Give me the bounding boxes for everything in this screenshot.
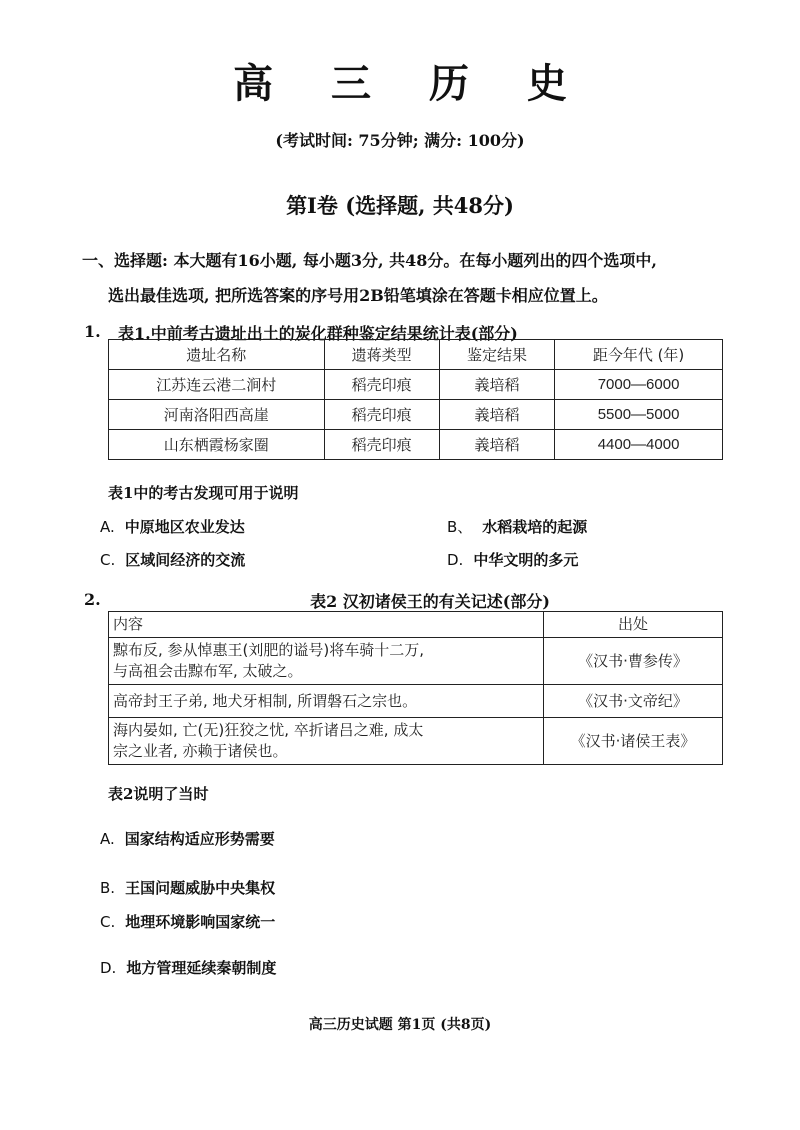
option-label: B. — [100, 879, 116, 897]
question-1-table-caption: 表1.中前考古遗址出土的炭化群种鉴定结果统计表(部分) — [118, 324, 518, 343]
question-1-table — [108, 339, 723, 460]
question-1-option-d[interactable] — [447, 549, 578, 570]
option-text: 中华文明的多元 — [473, 551, 579, 569]
table-header-row — [109, 612, 723, 638]
content-line: 与高祖会击黥布军, 太破之。 — [113, 662, 303, 680]
table-cell: 稻壳印痕 — [324, 370, 439, 400]
table-cell: 山东栖霞杨家圈 — [109, 430, 325, 460]
table-row — [109, 638, 723, 685]
option-label: A. — [100, 518, 115, 536]
table-cell: 4400—4000 — [555, 430, 723, 460]
table-cell: 義培稻 — [439, 430, 554, 460]
option-text: 水稻栽培的起源 — [482, 518, 588, 536]
question-2-option-a[interactable] — [100, 828, 275, 849]
table-cell: 義培稻 — [439, 400, 554, 430]
content-line: 黥布反, 参从悼惠王(刘肥的谥号)将车骑十二万, — [113, 641, 425, 659]
table-cell-content — [109, 718, 544, 765]
option-text: 区域间经济的交流 — [125, 551, 246, 569]
table-header-cell: 内容 — [109, 612, 544, 638]
option-label: A. — [100, 830, 115, 848]
question-1-stem: 表1中的考古发现可用于说明 — [108, 484, 299, 502]
table-cell-source: 《汉书·文帝纪》 — [544, 685, 723, 718]
table-cell: 稻壳印痕 — [324, 400, 439, 430]
question-2-stem: 表2说明了当时 — [108, 785, 209, 803]
option-label: D. — [447, 551, 464, 569]
table-header-cell: 遗蒋类型 — [324, 340, 439, 370]
question-1-number: 1. — [84, 322, 101, 341]
page-footer: 高三历史试题 第1页 (共8页) — [308, 1017, 492, 1033]
table-header-cell: 鉴定结果 — [439, 340, 554, 370]
table-cell: 稻壳印痕 — [324, 430, 439, 460]
instructions-line-2: 选出最佳选项, 把所选答案的序号用2B铅笔填涂在答题卡相应位置上。 — [108, 286, 608, 305]
exam-info: (考试时间: 75分钟; 满分: 100分) — [275, 131, 525, 150]
question-2-table — [108, 611, 723, 765]
question-2-option-c[interactable] — [100, 911, 275, 932]
table-header-cell: 出处 — [544, 612, 723, 638]
content-line: 海内晏如, 亡(无)狂狡之忧, 卒折诸吕之难, 成太 — [113, 721, 424, 739]
question-1-option-c[interactable] — [100, 549, 245, 570]
table-row — [109, 400, 723, 430]
option-text: 地方管理延续秦朝制度 — [126, 959, 277, 977]
question-2-option-d[interactable] — [100, 957, 276, 978]
table-header-row — [109, 340, 723, 370]
content-line: 高帝封王子弟, 地犬牙相制, 所谓磐石之宗也。 — [113, 691, 418, 710]
option-label: D. — [100, 959, 117, 977]
option-label: C. — [100, 913, 116, 931]
section-title: 第Ⅰ卷 (选择题, 共48分) — [286, 193, 514, 218]
option-text: 王国问题威胁中央集权 — [125, 879, 276, 897]
table-cell-source: 《汉书·曹参传》 — [544, 638, 723, 685]
page-title: 高 三 历 史 — [233, 60, 589, 107]
question-1-option-b[interactable] — [447, 516, 587, 537]
table-header-cell: 遗址名称 — [109, 340, 325, 370]
table-row — [109, 685, 723, 718]
table-cell: 7000—6000 — [555, 370, 723, 400]
content-line: 宗之业者, 亦赖于诸侯也。 — [113, 742, 288, 760]
table-cell-source: 《汉书·诸侯王表》 — [544, 718, 723, 765]
question-2-number: 2. — [84, 590, 101, 609]
instructions-line-1: 一、选择题: 本大题有16小题, 每小题3分, 共48分。在每小题列出的四个选项中, — [82, 251, 657, 270]
question-2-option-b[interactable] — [100, 877, 275, 898]
option-text: 地理环境影响国家统一 — [125, 913, 276, 931]
option-label: C. — [100, 551, 116, 569]
table-cell-content — [109, 685, 544, 718]
table-row — [109, 370, 723, 400]
question-1-option-a[interactable] — [100, 516, 245, 537]
table-cell: 河南洛阳西高崖 — [109, 400, 325, 430]
table-cell: 5500—5000 — [555, 400, 723, 430]
table-cell: 義培稻 — [439, 370, 554, 400]
option-label: B、 — [447, 518, 473, 536]
option-text: 国家结构适应形势需要 — [124, 830, 275, 848]
table-cell-content — [109, 638, 544, 685]
table-header-cell: 距今年代 (年) — [555, 340, 723, 370]
table-row — [109, 430, 723, 460]
table-cell: 江苏连云港二涧村 — [109, 370, 325, 400]
question-2-table-caption: 表2 汉初诸侯王的有关记述(部分) — [310, 592, 550, 611]
option-text: 中原地区农业发达 — [124, 518, 245, 536]
table-row — [109, 718, 723, 765]
